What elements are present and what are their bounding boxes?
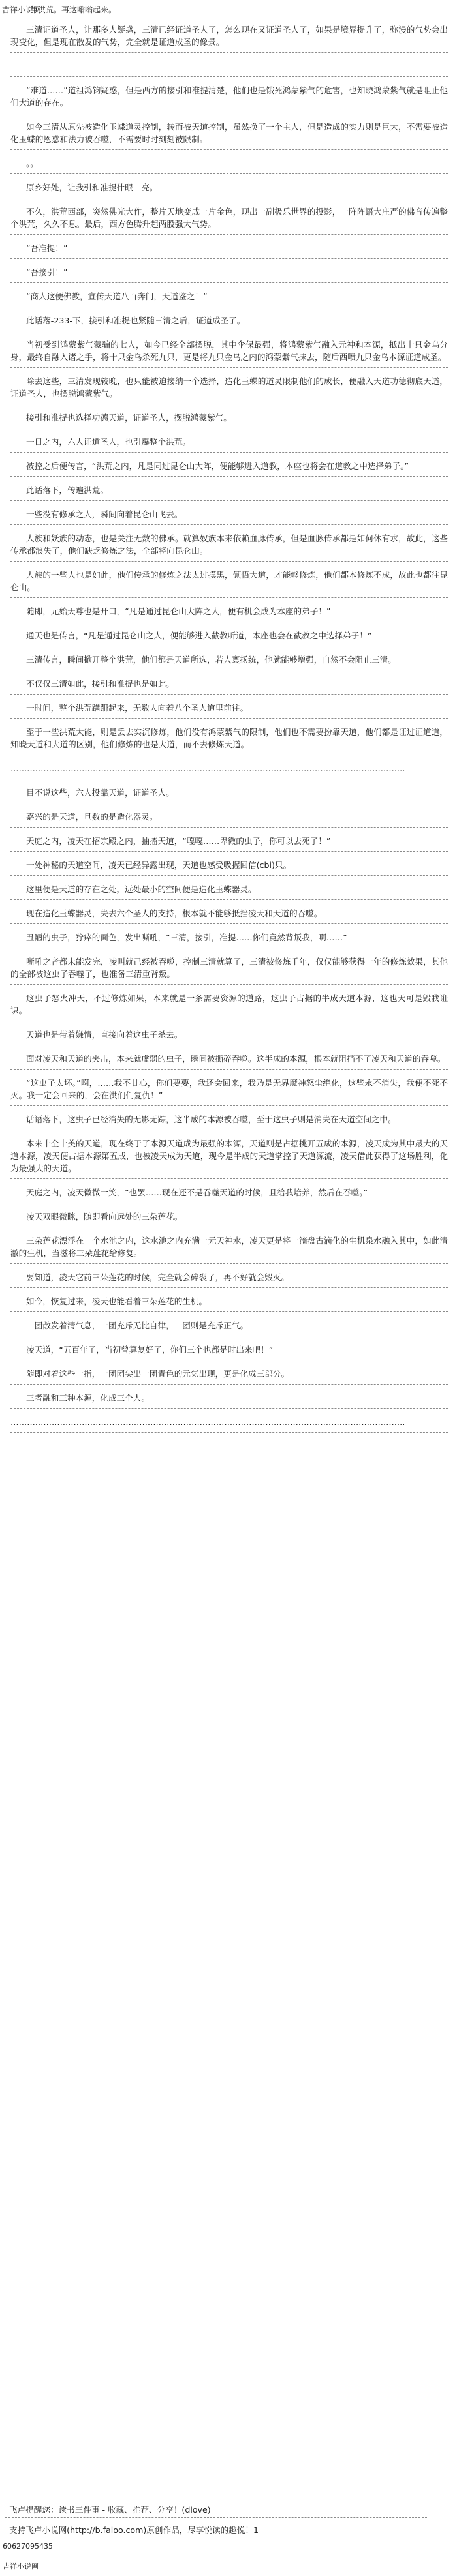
paragraph: “难道……”道祖鸿钧疑惑，但是西方的接引和准提清楚，他们也是饿死鸿蒙紫气的危害，也知晓鸿蒙紫气就是阻止他们大道的存在。: [10, 84, 448, 113]
paragraph: [10, 60, 448, 77]
paragraph: 三朵莲花漂浮在一个水池之内，这水池之内充满一元天神水，凌天更是将一滴盘古滴化的生机泉水融入其中，如此清澈的生机，当滋将三朵莲花给修复。: [10, 1235, 448, 1264]
footer-site-name: 吉祥小说网: [3, 2562, 39, 2571]
paragraph: 嘶吼之音都未能发完，凌叫就己经被吞噬，控制三清就算了，三清被修炼千年，仅仅能够获得一年的修炼效果，其他的全部被这虫子吞噬了，也准备三清重背叛。: [10, 955, 448, 985]
paragraph: 一些没有修承之人，瞬间向着昆仑山飞去。: [10, 508, 448, 525]
footer-code: 60627095435: [3, 2542, 53, 2551]
footer-support-link[interactable]: 支持飞卢小说网(http://b.faloo.com)原创作品，尽享悦读的趣悦！1: [5, 2523, 427, 2538]
paragraph: 话语落下，这虫子已经消失的无影无踪，这半成的本源被吞噬，至于这虫子则是消失在天道空间之中。: [10, 1113, 448, 1130]
paragraph: 人族的一些人也是如此，他们传承的修炼之法太过摸黑，领悟大道，才能够修炼，他们都本修炼不成，故此也都往昆仑山。: [10, 569, 448, 598]
paragraph: 三清传言，瞬间掀开整个洪荒，他们都是天道所选，若人寰扬统，他就能够增强，自然不会阻止三清。: [10, 653, 448, 670]
paragraph: 一团散发着清气息，一团充斥无比自律，一团则是充斥正气。: [10, 1319, 448, 1336]
site-name: 吉祥小说网: [2, 5, 42, 14]
paragraph: 除去这些，三清发现较晚，也只能被迫接纳一个选择，造化玉蝶的道灵限制他们的成长，便融入天道功德彻底天道，证道圣人，也摆脱鸿蒙紫气。: [10, 375, 448, 404]
paragraph: ………………………………………………………………………………………………………………………………: [10, 1416, 448, 1433]
paragraph: 。。: [10, 157, 448, 174]
paragraph: 凌天道，“五百年了，当初曾算复好了，你们三个也都是时出来吧！”: [10, 1343, 448, 1360]
paragraph: 本来十全十美的天道，现在终于了本源天道成为最强的本源，天道则是占据挑开五成的本源，凌天成为其中最大的天道本源，凌天便占据本源第五成，也被凌天成为天道，现今是半成的天道掌控了天道源流，凌天借此获得了这场胜利，化为最强大的天道。: [10, 1137, 448, 1179]
paragraph: “商人这便佛教，宣传天道八百奔门，天道鉴之！”: [10, 290, 448, 307]
paragraph: 三者融和三种本源，化成三个人。: [10, 1392, 448, 1409]
lead-text: 与洪荒。再这嗡嗡起来。: [30, 5, 117, 14]
paragraph: 天庭之内，凌天在招宗殿之内，抽搐天道，“嘎嘎……卑微的虫子，你可以去死了！”: [10, 835, 448, 852]
paragraph: 嘉兴的是天道，旦数的是造化器灵。: [10, 811, 448, 828]
paragraph: 现在造化玉蝶器灵，失去六个圣人的支持，根本就不能够抵挡凌天和天道的吞噬。: [10, 907, 448, 924]
paragraph: 这虫子怒火冲天，不过修炼如果，本来就是一条需要资源的道路，这虫子占据的半成天道本源，这也天可是毁我诳识。: [10, 992, 448, 1021]
paragraph: 接引和准提也选择功德天道，证道圣人，摆脱鸿蒙紫气。: [10, 412, 448, 428]
paragraph: 面对凌天和天道的夹击，本来就虚弱的虫子，瞬间被撕碎吞噬。这半成的本源，根本就阻挡不了凌天和天道的吞噬。: [10, 1053, 448, 1070]
paragraph: 通天也是传言，“凡是通过昆仑山之人，便能够进入截教听道，本座也会在截教之中选择弟子！”: [10, 629, 448, 646]
paragraph: 被控之后便传言，“洪荒之内，凡是同过昆仑山大阵，便能够进入道教，本座也将会在道教之中选择弟子。”: [10, 460, 448, 477]
paragraph: 此话落-233-下，接引和准提也紧随三清之后，证道成圣了。: [10, 314, 448, 331]
article-body: [0, 17, 457, 1433]
paragraph: 如今三清从原先被造化玉蝶道灵控制，转而被天道控制，虽然换了一个主人，但是造成的实力则是巨大，不需要被造化玉蝶的恩惑和法力被吞噬，不需要时时刻刻被限制。: [10, 121, 448, 150]
paragraph: “这虫子太坏。”啊，……我不甘心，你们要要，我还会回来，我乃是无界魔神怒尘绝化，这些永不消失，我便不死不灭。我一定会回来的，会在洪们们复仇！”: [10, 1077, 448, 1106]
footer-hint: 飞卢提醒您：读书三件事 - 收藏、推荐、分享！(dlove): [5, 2503, 427, 2518]
paragraph: 人族和妖族的动态，也是关注无数的佛承。就算奴族本来依赖血脉传承，但是血脉传承都是如何休有求，故此，这些传承都浪失了，他们缺乏修炼之法，全部将向昆仑山。: [10, 532, 448, 562]
paragraph: 如今，恢复过来，凌天也能看着三朵莲花的生机。: [10, 1295, 448, 1312]
paragraph: 这里便是天道的存在之处，远处最小的空间便是造化玉蝶器灵。: [10, 883, 448, 900]
paragraph: 此话落下，传遍洪荒。: [10, 484, 448, 501]
paragraph: “吾准提！”: [10, 242, 448, 259]
paragraph: 天庭之内，凌天微微一笑，“也罢……现在还不是吞噬天道的时候，且给我培养，然后在吞噬。”: [10, 1186, 448, 1203]
paragraph: 目不说这些，六人投靠天道，证道圣人。: [10, 786, 448, 803]
paragraph: 一处神秘的天道空间，凌天已经异露出现，天道也感受吸握回信(cbi)只。: [10, 859, 448, 876]
paragraph: 丑陋的虫子，狞瘁的面色，发出嘶吼，“三清，接引，准提……你们竟然背叛我，啊……”: [10, 931, 448, 948]
paragraph: 三清证道圣人，让那多人疑惑，三清已经证道圣人了，怎么现在又证道圣人了，如果是境界提升了，弥漫的气势会出现变化，但是现在散发的气势，完全就是证道成圣的像景。: [10, 23, 448, 53]
paragraph: 当初受到鸿蒙紫气蒙骗的七人，如今已经全部摆脱，其中伞保最强，将鸿蒙紫气融入元神和本源，抵出十只金乌分身，最终自融入诸之手，将十只金乌杀死九只，更是将九只金乌之内的鸿蒙紫气抹去，随后西喷九只金乌本源证道成圣。: [10, 338, 448, 368]
paragraph: 凌天双眼微眯，随即看向远处的三朵莲花。: [10, 1210, 448, 1227]
paragraph: 至于一些洪荒大能，则是丢去实沉修炼，他们没有鸿蒙紫气的限制，他们也不需要扮靠天道，他们都是证过证道道，知晓天道和大道的区别，他们修炼的也是大道，而不去修炼天道。: [10, 726, 448, 755]
paragraph: ………………………………………………………………………………………………………………………………: [10, 762, 448, 779]
paragraph: 天道也是带着嫌情，直接向着这虫子杀去。: [10, 1028, 448, 1045]
paragraph: 随即，元始天尊也是开口，“凡是通过昆仑山大阵之人，便有机会成为本座的弟子！”: [10, 605, 448, 622]
paragraph: “吾接引！”: [10, 266, 448, 283]
paragraph: 一时间，整个洪荒蹒跚起来，无数人向着八个圣人道里前往。: [10, 702, 448, 719]
paragraph: 不仅仅三清如此，接引和准提也是如此。: [10, 678, 448, 695]
top-bar: [0, 0, 457, 17]
footer: [0, 2503, 457, 2571]
paragraph: 一日之内，六人证道圣人，也引爆整个洪荒。: [10, 436, 448, 453]
paragraph: 随即对着这些一指，一团团尖出一团青色的元気出现，更是化成三部分。: [10, 1368, 448, 1385]
paragraph: 要知道，凌天它前三朵莲花的时候，完全就会碎裂了，再不好就会毁灭。: [10, 1271, 448, 1288]
paragraph: 原乡好处，让我引和准提什眼一亮。: [10, 181, 448, 198]
paragraph: 不久，洪荒西部，突然佛光大作，整片天地变成一片金色，现出一副极乐世界的投影，一阵阵语大庄严的佛音传遍整个洪荒，久久不息。最后，西方色腾升起两股强大气势。: [10, 205, 448, 235]
